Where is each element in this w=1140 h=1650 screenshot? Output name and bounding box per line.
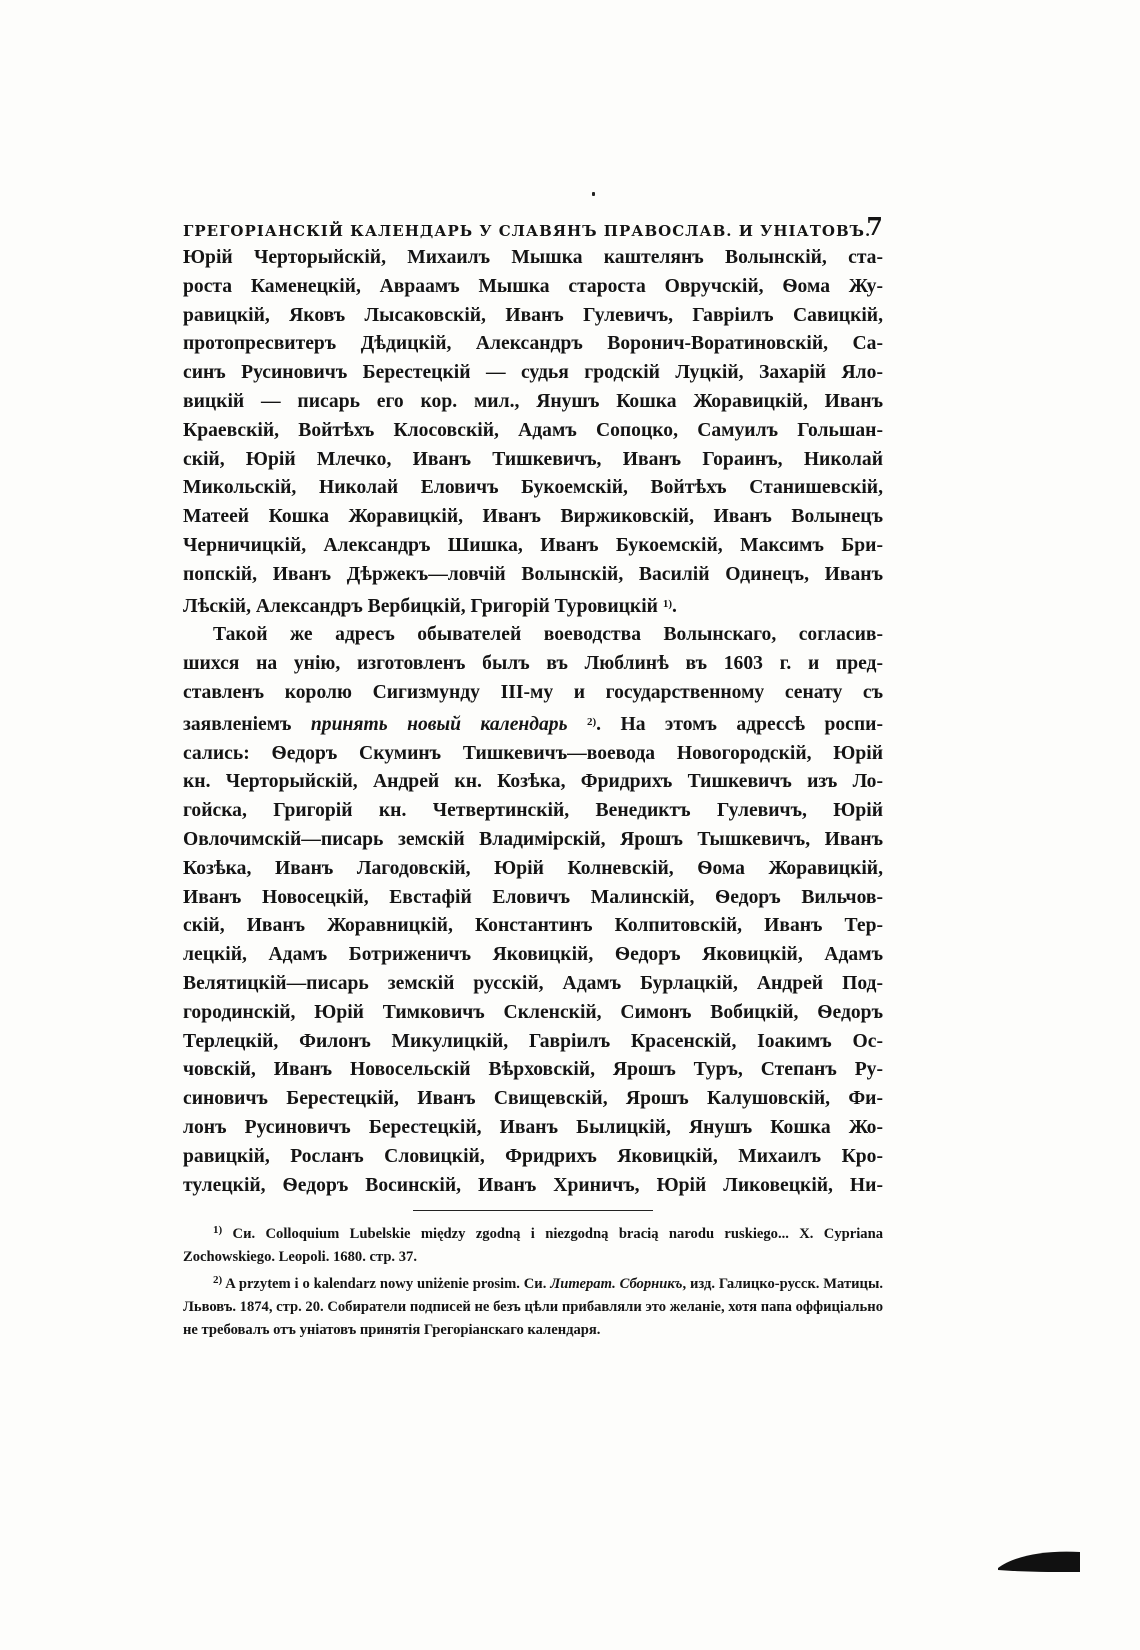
text-line: лонъ Русиновичъ Берестецкій, Иванъ Былицкій, Янушъ Кошка Жо- xyxy=(183,1116,883,1138)
text-line: Такой же адресъ обывателей воеводства Волынскаго, согласив- xyxy=(213,624,883,646)
text-line: Овлочимскій—писарь земскій Владимірскій, Ярошъ Тышкевичъ, Иванъ xyxy=(183,828,883,850)
text-line: Матеей Кошка Жоравицкій, Иванъ Виржиковскій, Иванъ Волынецъ xyxy=(183,506,883,528)
text-line: ставленъ королю Сигизмунду III-му и государственному сенату съ xyxy=(183,681,883,703)
footnote-ref-1[interactable]: 1) xyxy=(662,597,673,610)
text-line: Черничицкій, Александръ Шишка, Иванъ Букоемскій, Максимъ Бри- xyxy=(183,534,883,556)
text-line: синъ Русиновичъ Берестецкій — судья гродскій Луцкій, Захарій Яло- xyxy=(183,362,883,384)
text-line: Козѣка, Иванъ Лагодовскій, Юрій Колневскій, Ѳома Жоравицкій, xyxy=(183,857,883,879)
running-head xyxy=(183,212,883,244)
paragraph-1 xyxy=(183,244,883,621)
footnote-italic: Литерат. Сборникъ xyxy=(550,1276,683,1293)
text-line: протопресвитеръ Дѣдицкій, Александръ Воронич-Воратиновскій, Са- xyxy=(183,333,883,355)
text-line: лецкій, Адамъ Ботриженичъ Яковицкій, Ѳедоръ Яковицкій, Адамъ xyxy=(183,944,883,966)
text-line: тулецкій, Ѳедоръ Восинскій, Иванъ Хриничъ, Юрій Ликовецкій, Ни- xyxy=(183,1174,883,1196)
text-line: шихся на унію, изготовленъ былъ въ Люблинѣ въ 1603 г. и пред- xyxy=(183,653,883,675)
page-number: 7 xyxy=(866,212,883,241)
footnote-text: Си. Colloquium Lubelskie między zgodną i niezgodną bracią narodu ruskiego... X. Cypriana Zochowskiego. Leopoli. 1680. стр. 37. xyxy=(183,1226,883,1266)
print-speck xyxy=(592,192,595,196)
text-line: попскій, Иванъ Дѣржекъ—ловчій Волынскій, Василій Одинецъ, Иванъ xyxy=(183,563,883,585)
text-line: Иванъ Новосецкій, Евстафій Еловичъ Малинскій, Ѳедоръ Вильчов- xyxy=(183,886,883,908)
text-line: скій, Иванъ Жоравницкій, Константинъ Колпитовскій, Иванъ Тер- xyxy=(183,915,883,937)
text-line: кн. Черторыйскій, Андрей кн. Козѣка, Фридрихъ Тишкевичъ изъ Ло- xyxy=(183,771,883,793)
text-line: гойска, Григорій кн. Четвертинскій, Венедиктъ Гулевичъ, Юрій xyxy=(183,800,883,822)
footnote-1 xyxy=(183,1219,883,1269)
text-line: равицкій, Яковъ Лысаковскій, Иванъ Гулевичъ, Гавріилъ Савицкій, xyxy=(183,304,883,326)
text-line-content: Лѣскій, Александръ Вербицкій, Григорій Туровицкій xyxy=(183,595,658,617)
text-line: Краевскій, Войтѣхъ Клосовскій, Адамъ Сопоцко, Самуилъ Гольшан- xyxy=(183,419,883,441)
footnote-rule xyxy=(413,1210,653,1211)
text-line: Лѣскій, Александръ Вербицкій, Григорій Туровицкій $^{1)}$. xyxy=(183,595,677,617)
text-span: . На этомъ адрессѣ роспи- xyxy=(596,713,883,735)
footnote-mark: 2) xyxy=(213,1274,223,1287)
text-line: вицкій — писарь его кор. мил., Янушъ Кошка Жоравицкій, Иванъ xyxy=(183,390,883,412)
running-title: ГРЕГОРІАНСКІЙ КАЛЕНДАРЬ У СЛАВЯНЪ ПРАВОСЛАВ. И УНІАТОВЪ. xyxy=(183,222,872,240)
page-content xyxy=(183,212,883,1342)
text-line: равицкій, Росланъ Словицкій, Фридрихъ Яковицкій, Михаилъ Кро- xyxy=(183,1145,883,1167)
text-line: сались: Ѳедоръ Скуминъ Тишкевичъ—воевода Новогородскій, Юрій xyxy=(183,742,883,764)
paragraph-2 xyxy=(183,621,883,1200)
text-span: заявленіемъ xyxy=(183,713,311,735)
text-line: Юрій Черторыйскій, Михаилъ Мышка каштелянъ Волынскій, ста- xyxy=(183,247,883,268)
text-line: роста Каменецкій, Авраамъ Мышка староста Овручскій, Ѳома Жу- xyxy=(183,275,883,297)
text-line: городинскій, Юрій Тимковичъ Скленскій, Симонъ Вобицкій, Ѳедоръ xyxy=(183,1001,883,1023)
text-line: Терлецкій, Филонъ Микулицкій, Гавріилъ Красенскій, Іоакимъ Ос- xyxy=(183,1030,883,1052)
text-line: Микольскій, Николай Еловичъ Букоемскій, Войтѣхъ Станишевскій, xyxy=(183,477,883,499)
footnote-text: A przytem i o kalendarz nowy uniżenie prosim. Си. xyxy=(225,1276,551,1293)
footnote-mark: 1) xyxy=(213,1224,223,1237)
footnote-ref-2[interactable]: 2) xyxy=(586,715,597,728)
italic-phrase: принять новый календарь xyxy=(310,713,568,735)
text-line: скій, Юрій Млечко, Иванъ Тишкевичъ, Иванъ Гораинъ, Николай xyxy=(183,448,883,470)
text-line: човскій, Иванъ Новосельскій Вѣрховскій, Ярошъ Туръ, Степанъ Ру- xyxy=(183,1059,883,1081)
footnote-2 xyxy=(183,1269,883,1342)
footnote-text: , изд. Галицко-русск. Матицы. Львовъ. 1874, стр. 20. Собиратели подписей не безъ цѣли прибавляли это желаніе, хотя папа оффиціально не требовалъ отъ уніатовъ принятія Грегоріанскаго календаря. xyxy=(183,1276,884,1339)
text-line: Велятицкій—писарь земскій русскій, Адамъ Бурлацкій, Андрей Под- xyxy=(183,972,883,994)
page-corner-smudge xyxy=(994,1546,1084,1576)
text-line: синовичъ Берестецкій, Иванъ Свищевскій, Ярошъ Калушовскій, Фи- xyxy=(183,1088,883,1110)
text-line xyxy=(183,708,883,740)
